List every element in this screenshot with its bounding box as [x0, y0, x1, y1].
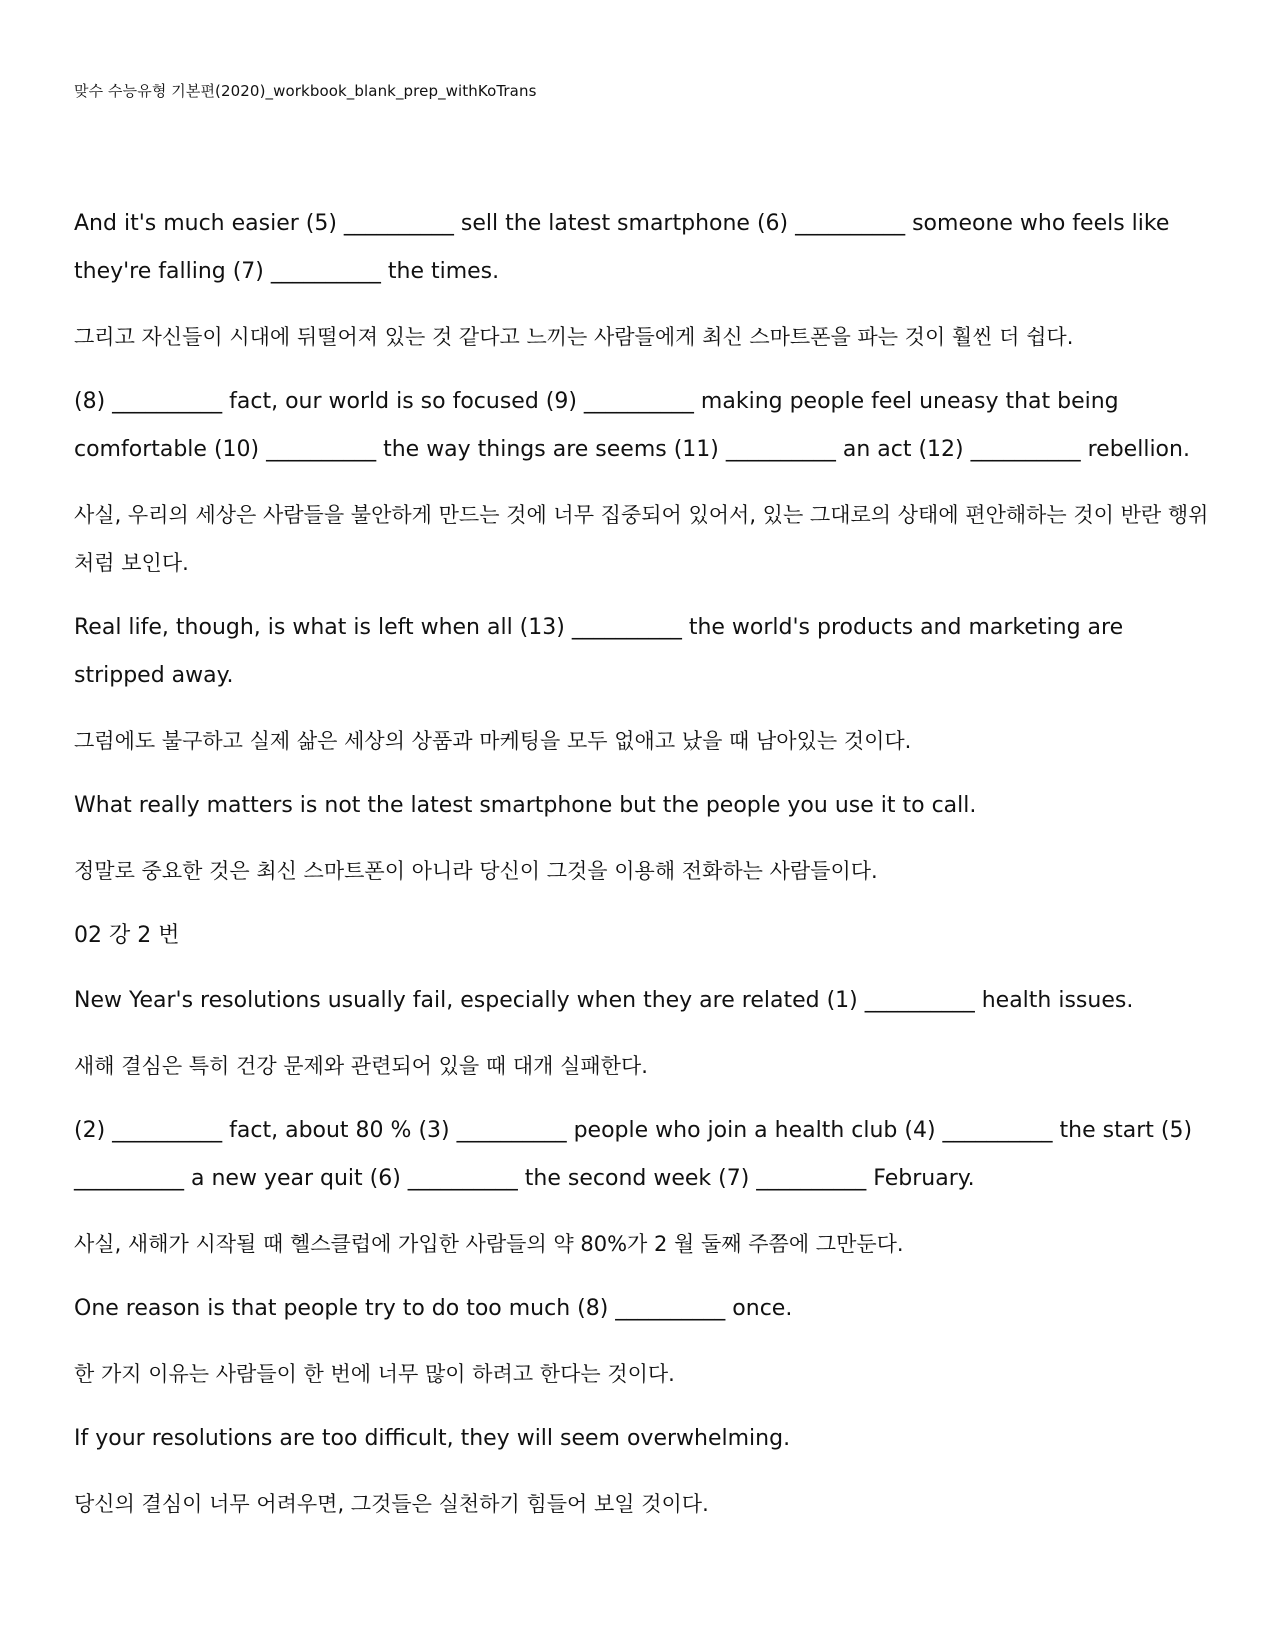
english-sentence: One reason is that people try to do too much (8) __________ once. [74, 1296, 793, 1321]
korean-translation: 그리고 자신들이 시대에 뒤떨어져 있는 것 같다고 느끼는 사람들에게 최신 스마트폰을 파는 것이 훨씬 더 쉽다. [74, 325, 1074, 349]
document-body [74, 200, 1214, 1545]
english-sentence: Real life, though, is what is left when all (13) __________ the world's products and marketing are stripped away. [74, 615, 1124, 688]
english-sentence: New Year's resolutions usually fail, especially when they are related (1) __________ health issues. [74, 988, 1134, 1013]
korean-translation: 새해 결심은 특히 건강 문제와 관련되어 있을 때 대개 실패한다. [74, 1054, 648, 1078]
section-label: 02 강 2 번 [74, 923, 180, 948]
document-header: 맞수 수능유형 기본편(2020)_workbook_blank_prep_withKoTrans [74, 82, 537, 100]
korean-translation: 한 가지 이유는 사람들이 한 번에 너무 많이 하려고 한다는 것이다. [74, 1362, 675, 1386]
korean-translation: 그럼에도 불구하고 실제 삶은 세상의 상품과 마케팅을 모두 없애고 났을 때 남아있는 것이다. [74, 729, 912, 753]
english-sentence: (2) __________ fact, about 80 % (3) __________ people who join a health club (4) __________ the start (5) __________ a new year quit (6) __________ the second week (7) __________ February. [74, 1118, 1193, 1191]
english-sentence: What really matters is not the latest smartphone but the people you use it to call. [74, 793, 977, 818]
korean-translation: 사실, 우리의 세상은 사람들을 불안하게 만드는 것에 너무 집중되어 있어서, 있는 그대로의 상태에 편안해하는 것이 반란 행위처럼 보인다. [74, 503, 1209, 575]
english-sentence: And it's much easier (5) __________ sell the latest smartphone (6) __________ someone who feels like they're falling (7) __________ the times. [74, 211, 1170, 284]
english-sentence: (8) __________ fact, our world is so focused (9) __________ making people feel uneasy that being comfortable (10) __________ the way things are seems (11) __________ an act (12) __________ rebellion. [74, 389, 1190, 462]
english-sentence: If your resolutions are too difficult, they will seem overwhelming. [74, 1426, 791, 1451]
korean-translation: 사실, 새해가 시작될 때 헬스클럽에 가입한 사람들의 약 80%가 2 월 둘째 주쯤에 그만둔다. [74, 1232, 904, 1256]
korean-translation: 당신의 결심이 너무 어려우면, 그것들은 실천하기 힘들어 보일 것이다. [74, 1492, 709, 1516]
korean-translation: 정말로 중요한 것은 최신 스마트폰이 아니라 당신이 그것을 이용해 전화하는 사람들이다. [74, 859, 878, 883]
